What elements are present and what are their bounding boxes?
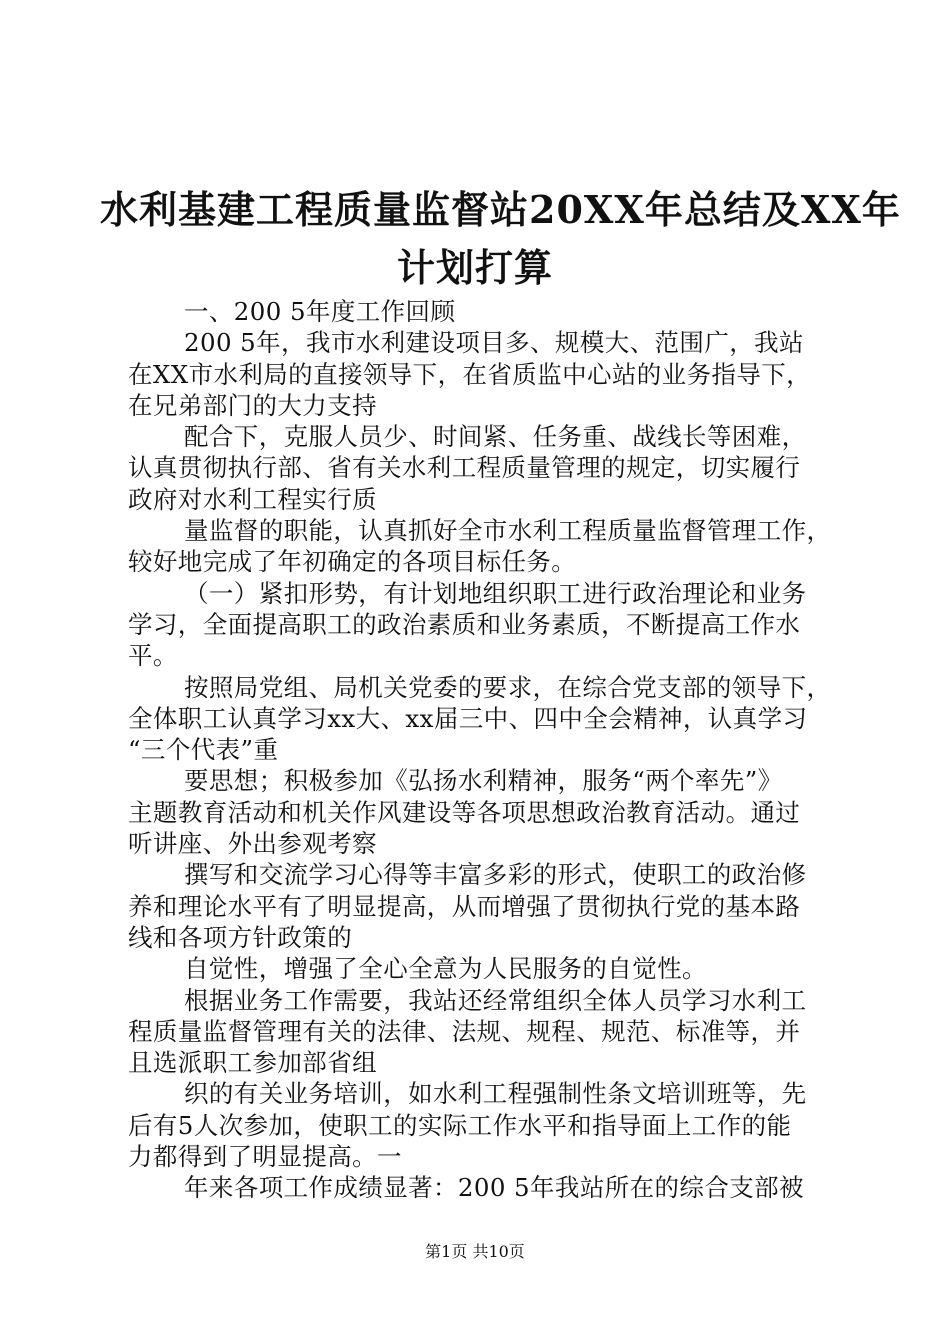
- body-line: 且选派职工参加部省组: [128, 1048, 377, 1078]
- body-line: 自觉性，增强了全心全意为人民服务的自觉性。: [184, 954, 707, 984]
- body-line: “三个代表”重: [128, 735, 279, 765]
- body-line: 力都得到了明显提高。一: [128, 1142, 402, 1172]
- page-footer: 第1页 共10页: [425, 1242, 525, 1261]
- body-line: 一、200 5年度工作回顾: [184, 297, 456, 326]
- body-line: 在XX市水利局的直接领导下，在省质监中心站的业务指导下，: [128, 359, 812, 389]
- document-title-line-1: 水利基建工程质量监督站20XX年总结及XX年: [100, 187, 901, 232]
- body-line: 听讲座、外出参观考察: [128, 829, 377, 859]
- body-line: 200 5年，我市水利建设项目多、规模大、范围广，我站: [184, 328, 804, 358]
- body-line: 认真贯彻执行部、省有关水利工程质量管理的规定，切实履行: [128, 453, 801, 483]
- body-line: 后有5人次参加，使职工的实际工作水平和指导面上工作的能: [128, 1110, 792, 1140]
- body-line: 根据业务工作需要，我站还经常组织全体人员学习水利工: [184, 985, 807, 1015]
- body-line: 较好地完成了年初确定的各项目标任务。: [128, 547, 577, 577]
- body-line: 织的有关业务培训，如水利工程强制性条文培训班等，先: [184, 1079, 807, 1109]
- body-line: 程质量监督管理有关的法律、法规、规程、规范、标准等，并: [128, 1016, 801, 1046]
- body-line: 养和理论水平有了明显提高，从而增强了贯彻执行党的基本路: [128, 891, 801, 921]
- document-body: [128, 296, 832, 1204]
- body-line: 线和各项方针政策的: [128, 922, 353, 952]
- body-line: 量监督的职能，认真抓好全市水利工程质量监督管理工作，: [184, 516, 832, 546]
- body-line: 配合下，克服人员少、时间紧、任务重、战线长等困难，: [184, 422, 807, 452]
- body-line: 年来各项工作成绩显著：200 5年我站所在的综合支部被: [184, 1173, 804, 1203]
- body-line: 平。: [128, 641, 178, 671]
- body-line: 在兄弟部门的大力支持: [128, 390, 377, 420]
- body-line: 撰写和交流学习心得等丰富多彩的形式，使职工的政治修: [184, 860, 807, 890]
- body-line: 按照局党组、局机关党委的要求，在综合党支部的领导下，: [184, 672, 832, 702]
- body-line: 主题教育活动和机关作风建设等各项思想政治教育活动。通过: [128, 797, 801, 827]
- body-line: 要思想；积极参加《弘扬水利精神，服务“两个率先”》: [184, 766, 783, 796]
- body-line: 学习，全面提高职工的政治素质和业务素质，不断提高工作水: [128, 609, 801, 639]
- body-line: 政府对水利工程实行质: [128, 484, 377, 514]
- document-title-line-2: 计划打算: [396, 245, 553, 290]
- body-line: 全体职工认真学习xx大、xx届三中、四中全会精神，认真学习: [128, 703, 808, 733]
- body-line: （一）紧扣形势，有计划地组织职工进行政治理论和业务: [184, 578, 807, 608]
